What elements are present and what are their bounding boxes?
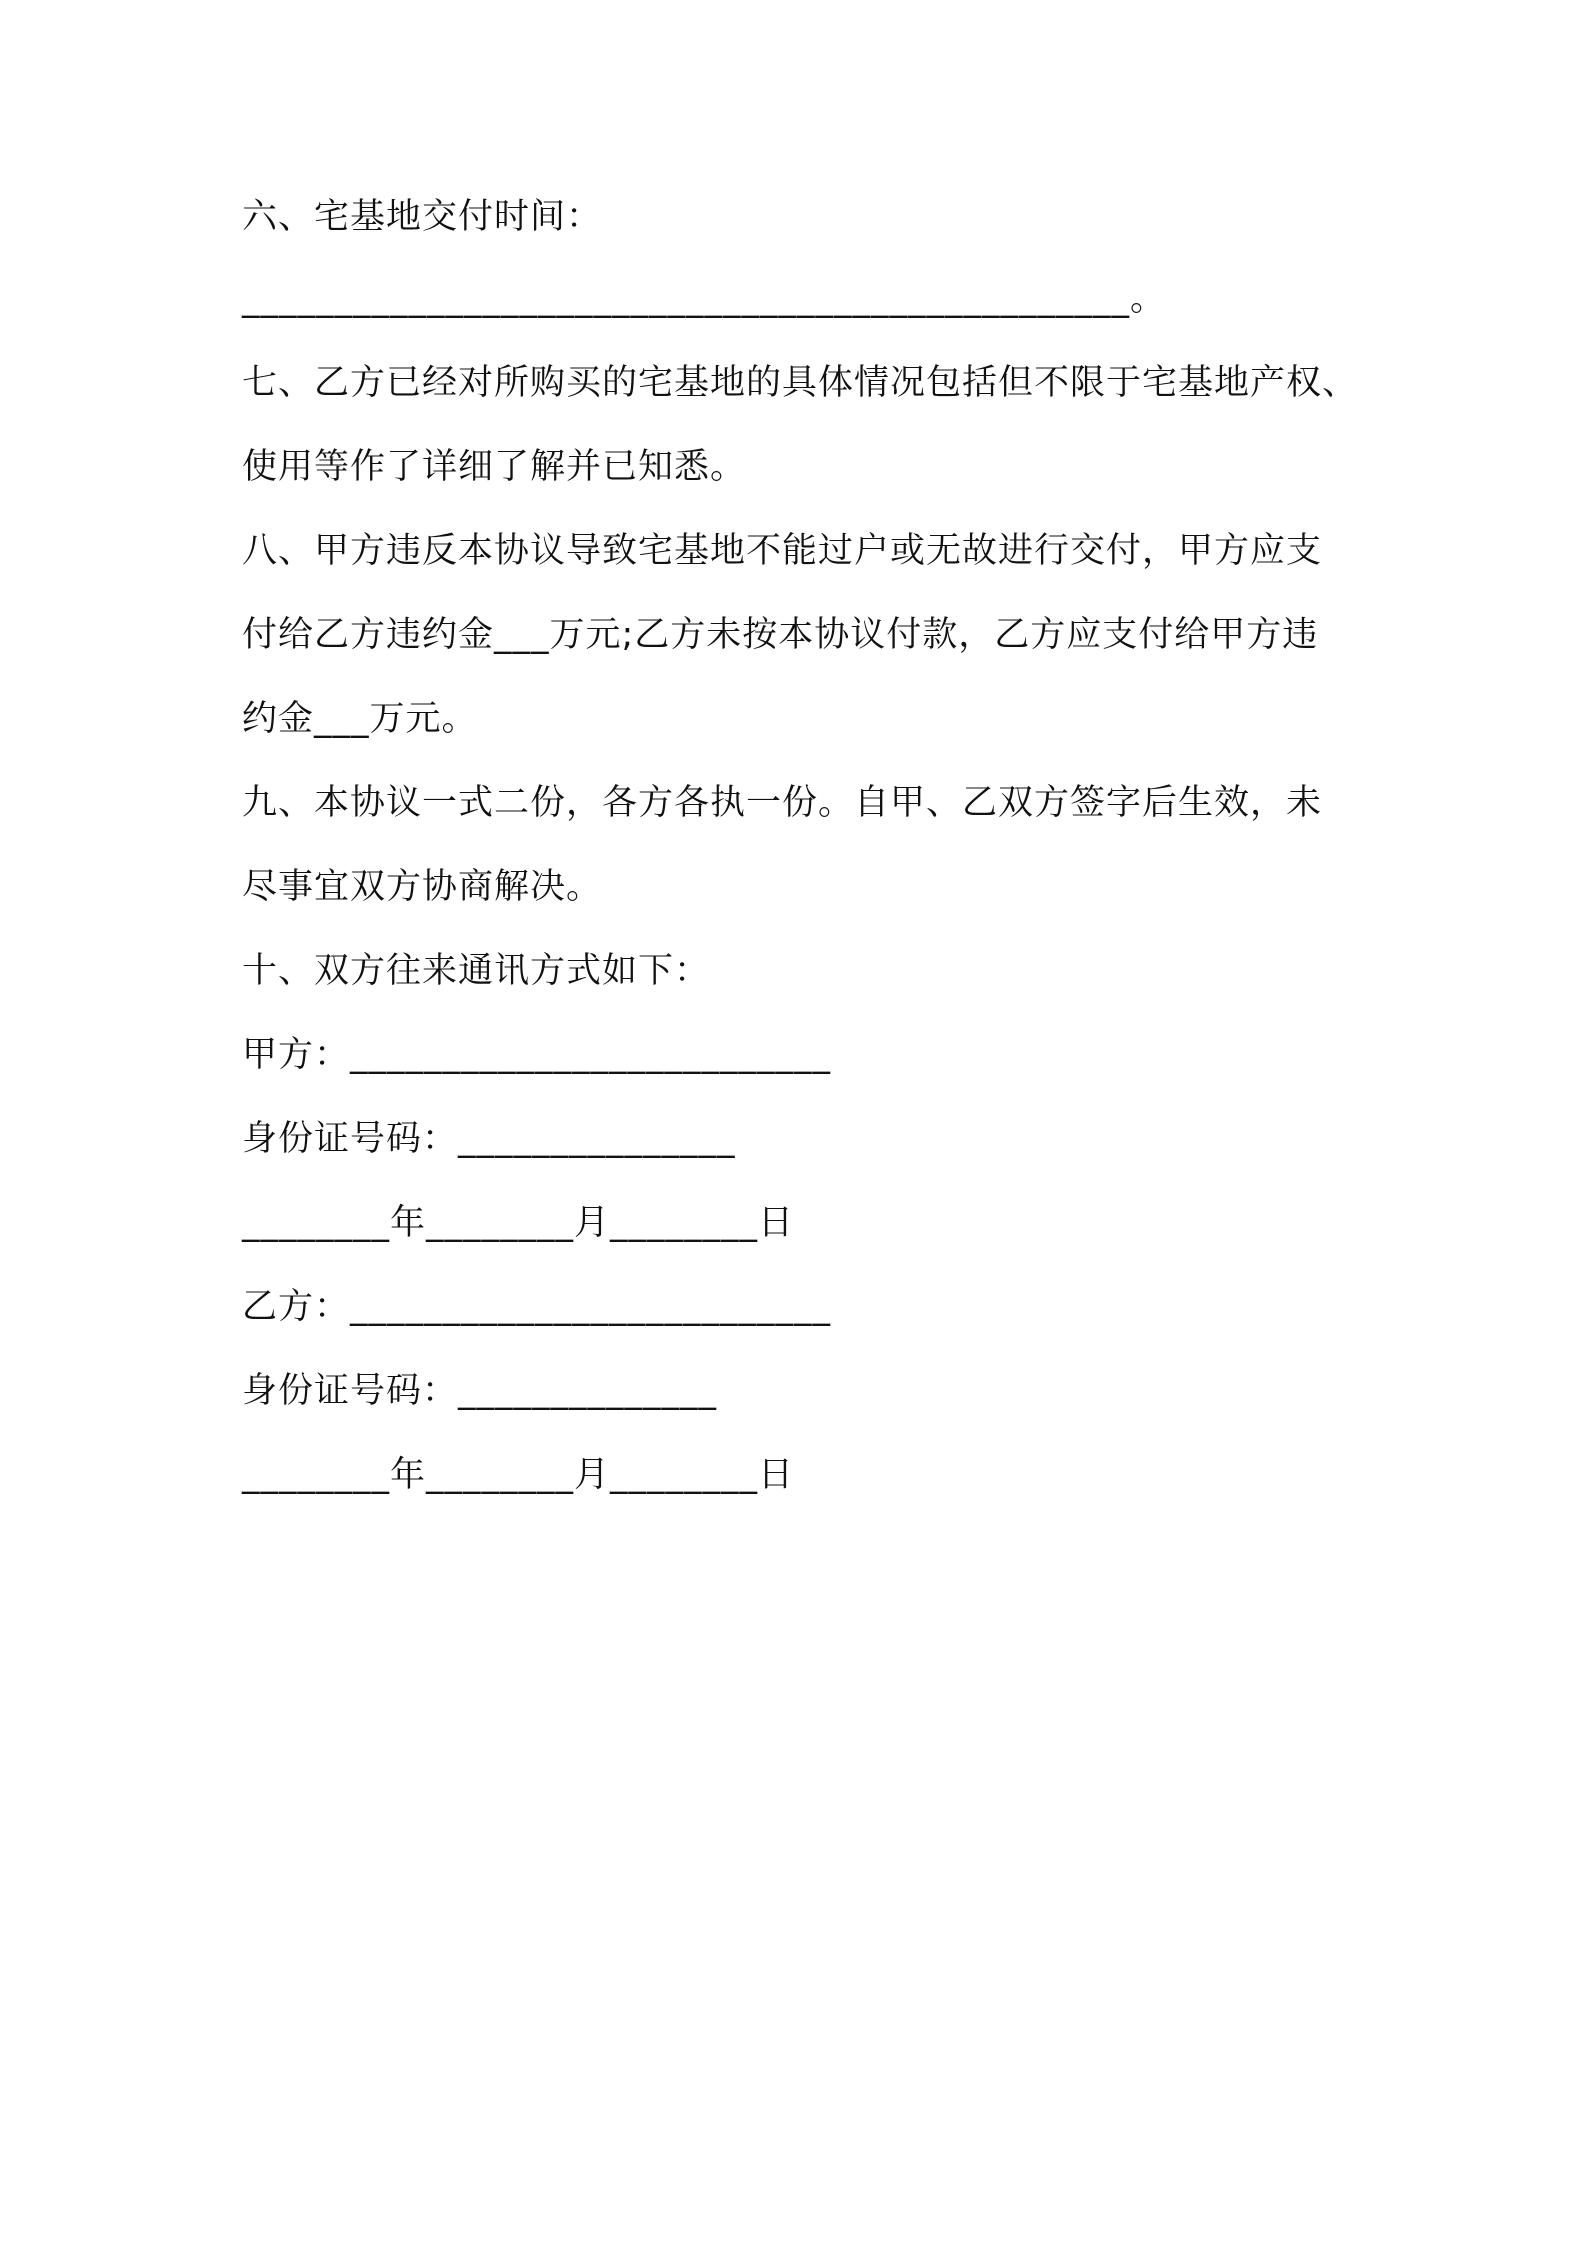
section-7-line-2: 使用等作了详细了解并已知悉。 xyxy=(242,447,747,487)
party-b-id-field: 身份证号码：______________ xyxy=(242,1371,718,1411)
party-a-name-field: 甲方：__________________________ xyxy=(242,1035,832,1075)
section-9-line-1: 九、本协议一式二份，各方各执一份。自甲、乙双方签字后生效，未 xyxy=(242,783,1323,823)
party-b-date-field: ________年________月________日 xyxy=(242,1455,795,1495)
party-a-id-field: 身份证号码：_______________ xyxy=(242,1119,736,1159)
section-7-line-1: 七、乙方已经对所购买的宅基地的具体情况包括但不限于宅基地产权、 xyxy=(242,363,1359,403)
section-9-line-2: 尽事宜双方协商解决。 xyxy=(242,867,603,907)
section-8-line-1: 八、甲方违反本协议导致宅基地不能过户或无故进行交付，甲方应支 xyxy=(242,531,1323,571)
document-body xyxy=(242,196,1392,1496)
party-a-date-field: ________年________月________日 xyxy=(242,1203,795,1243)
delivery-time-blank: ________________________________________________。 xyxy=(242,279,1167,319)
section-8-line-3: 约金___万元。 xyxy=(242,699,478,739)
section-8-line-2: 付给乙方违约金___万元;乙方未按本协议付款，乙方应支付给甲方违 xyxy=(242,615,1319,655)
section-10-heading: 十、双方往来通讯方式如下： xyxy=(242,951,711,991)
party-b-name-field: 乙方：__________________________ xyxy=(242,1287,832,1327)
section-6-heading: 六、宅基地交付时间： xyxy=(242,197,603,237)
